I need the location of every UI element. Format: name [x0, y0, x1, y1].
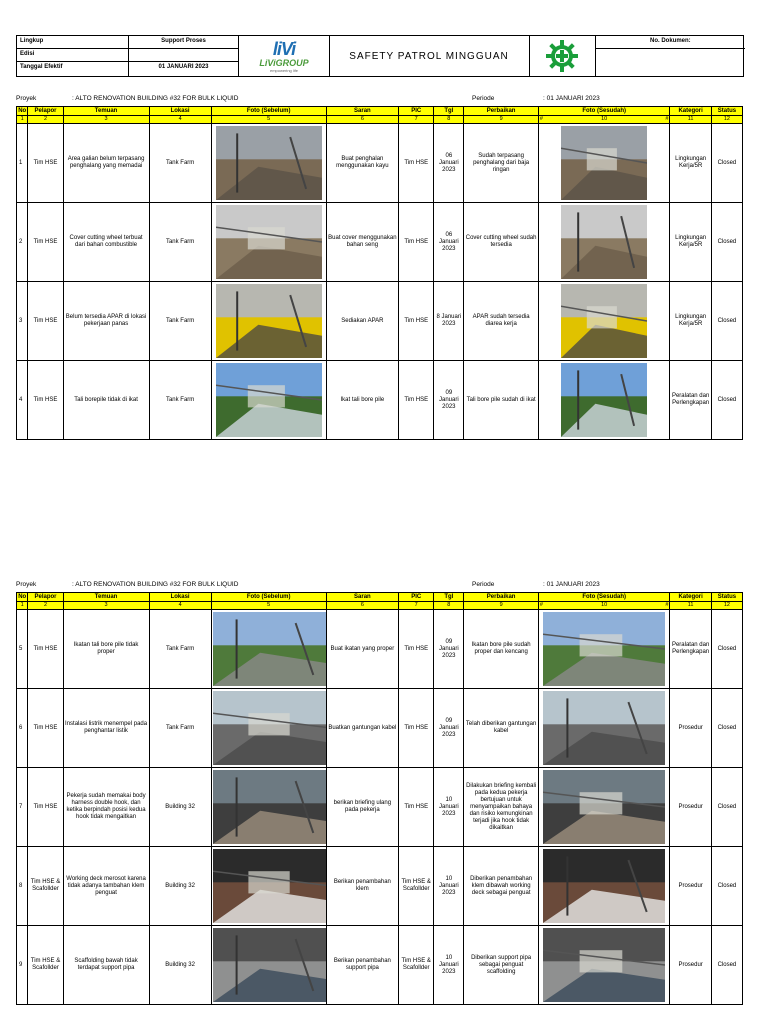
cell-temuan: Scaffolding bawah tidak terdapat support pipa: [63, 926, 149, 1005]
cell-kategori: Prosedur: [670, 689, 711, 768]
patrol-table-2: [16, 592, 743, 1005]
cell-pelapor: Tim HSE: [28, 282, 63, 361]
project-value: : ALTO RENOVATION BUILDING #32 FOR BULK LIQUID: [72, 581, 239, 588]
cell-perbaikan: Cover cutting wheel sudah tersedia: [464, 203, 539, 282]
cell-saran: Buat penghalan menggunakan kayu: [326, 124, 398, 203]
cell-tgl: 8 Januari 2023: [434, 282, 464, 361]
project-label: Proyek: [16, 95, 37, 102]
cell-temuan: Cover cutting wheel terbuat dari bahan combustible: [63, 203, 149, 282]
lingkup-value: Support Proses: [129, 36, 239, 49]
cell-status: Closed: [711, 203, 742, 282]
cell-status: Closed: [711, 610, 742, 689]
cell-tgl: 10 Januari 2023: [434, 768, 464, 847]
cell-foto-sebelum: [211, 689, 326, 768]
number-mark: #: [539, 116, 543, 122]
column-number: 2: [28, 602, 63, 610]
edisi-label: Edisi: [17, 49, 129, 62]
tanggal-efektif-label: Tanggal Efektif: [17, 62, 129, 76]
photo-after-4: [561, 363, 647, 437]
cell-foto-sebelum: [211, 203, 326, 282]
column-number: 10 # #: [539, 116, 669, 122]
column-number: 1: [17, 602, 28, 610]
column-header-status: Status: [711, 107, 742, 116]
cell-tgl: 10 Januari 2023: [434, 847, 464, 926]
column-header-tgl: Tgl: [434, 107, 464, 116]
cell-saran: Berikan penambahan support pipa: [326, 926, 398, 1005]
cell-pic: Tim HSE: [399, 610, 434, 689]
column-header-pic: PIC: [399, 107, 434, 116]
table-row: [17, 361, 743, 440]
document-number-label: No. Dokumen:: [595, 36, 745, 49]
column-number: 6: [326, 116, 398, 124]
photo-before-6: [213, 691, 326, 765]
cell-kategori: Prosedur: [670, 926, 711, 1005]
cell-perbaikan: Telah diberikan gantungan kabel: [464, 689, 539, 768]
column-number: 5: [211, 602, 326, 610]
cell-kategori: Lingkungan Kerja/5R: [670, 124, 711, 203]
column-header-lokasi: Lokasi: [149, 593, 211, 602]
column-number: 1: [17, 116, 28, 124]
column-header-foto-sesudah: Foto (Sesudah): [538, 107, 670, 116]
cell-status: Closed: [711, 689, 742, 768]
column-number: 3: [63, 602, 149, 610]
document-header: [16, 35, 744, 77]
cell-foto-sesudah: [538, 847, 670, 926]
column-number: 7: [399, 602, 434, 610]
column-header-perbaikan: Perbaikan: [464, 107, 539, 116]
cell-foto-sesudah: [538, 203, 670, 282]
cell-lokasi: Building 32: [149, 768, 211, 847]
column-header-lokasi: Lokasi: [149, 107, 211, 116]
column-number: 6: [326, 602, 398, 610]
cell-temuan: Working deck merosot karena tidak adanya tambahan klem penguat: [63, 847, 149, 926]
column-number: 11: [670, 602, 711, 610]
k3-logo: [529, 36, 596, 76]
cell-temuan: Ikatan tali bore pile tidak proper: [63, 610, 149, 689]
cell-lokasi: Tank Farm: [149, 282, 211, 361]
column-number: 3: [63, 116, 149, 124]
table-row: [17, 610, 743, 689]
cell-no: 3: [17, 282, 28, 361]
photo-after-7: [543, 770, 665, 844]
table-row: [17, 282, 743, 361]
photo-before-1: [216, 126, 322, 200]
cell-pelapor: Tim HSE: [28, 689, 63, 768]
cell-pelapor: Tim HSE & Scafollder: [28, 847, 63, 926]
column-number: 8: [434, 116, 464, 124]
cell-foto-sesudah: [538, 768, 670, 847]
photo-before-4: [216, 363, 322, 437]
cell-lokasi: Tank Farm: [149, 203, 211, 282]
cell-tgl: 06 Januari 2023: [434, 124, 464, 203]
cell-saran: Buatkan gantungan kabel: [326, 689, 398, 768]
cell-no: 2: [17, 203, 28, 282]
cell-pic: Tim HSE: [399, 203, 434, 282]
logo-group: LiViGROUP: [259, 57, 309, 68]
cell-perbaikan: APAR sudah tersedia diarea kerja: [464, 282, 539, 361]
photo-before-8: [213, 849, 326, 923]
photo-before-7: [213, 770, 326, 844]
tanggal-efektif-value: 01 JANUARI 2023: [129, 62, 239, 76]
cell-kategori: Lingkungan Kerja/5R: [670, 282, 711, 361]
photo-before-5: [213, 612, 326, 686]
cell-pic: Tim HSE: [399, 282, 434, 361]
cell-perbaikan: Dilakukan briefing kembali pada kedua pekerja bertujuan untuk menyampaikan bahaya dan risiko kemungkinan terjadi jika hook tidak dikaitkan: [464, 768, 539, 847]
cell-foto-sebelum: [211, 768, 326, 847]
cell-foto-sesudah: [538, 610, 670, 689]
project-value: : ALTO RENOVATION BUILDING #32 FOR BULK LIQUID: [72, 95, 239, 102]
cell-pelapor: Tim HSE & Scafollder: [28, 926, 63, 1005]
cell-pelapor: Tim HSE: [28, 361, 63, 440]
cell-tgl: 09 Januari 2023: [434, 689, 464, 768]
column-header-no: No: [18, 594, 27, 600]
column-header-pelapor: Pelapor: [28, 593, 63, 602]
column-number: 4: [149, 602, 211, 610]
number-mark: #: [665, 116, 669, 122]
column-header-kategori: Kategori: [670, 107, 711, 116]
cell-kategori: Peralatan dan Perlengkapan: [670, 610, 711, 689]
number-mark: #: [665, 602, 669, 608]
cell-no: 9: [17, 926, 28, 1005]
photo-after-3: [561, 284, 647, 358]
cell-temuan: Tali borepile tidak di ikat: [63, 361, 149, 440]
column-number: 10 # #: [539, 602, 669, 608]
period-label: Periode: [472, 581, 495, 588]
column-header-foto-sesudah: Foto (Sesudah): [538, 593, 670, 602]
table-header-row: [17, 593, 743, 602]
lingkup-label: Lingkup: [17, 36, 129, 49]
column-header-saran: Saran: [326, 107, 398, 116]
column-number: 12: [711, 602, 742, 610]
cell-temuan: Pekerja sudah memakai body harness double hook, dan ketika berpindah posisi kedua hook tidak mengaitkan: [63, 768, 149, 847]
cell-no: 5: [17, 610, 28, 689]
cell-status: Closed: [711, 847, 742, 926]
table-header-row: [17, 107, 743, 116]
cell-lokasi: Building 32: [149, 926, 211, 1005]
cell-status: Closed: [711, 282, 742, 361]
table-row: [17, 689, 743, 768]
cell-pic: Tim HSE: [399, 689, 434, 768]
cell-foto-sesudah: [538, 926, 670, 1005]
table-row: [17, 203, 743, 282]
cell-pelapor: Tim HSE: [28, 203, 63, 282]
column-number: 11: [670, 116, 711, 124]
cell-status: Closed: [711, 768, 742, 847]
cell-pelapor: Tim HSE: [28, 124, 63, 203]
cell-no: 7: [17, 768, 28, 847]
cell-foto-sesudah: [538, 124, 670, 203]
column-header-perbaikan: Perbaikan: [464, 593, 539, 602]
cell-status: Closed: [711, 124, 742, 203]
logo-mark: liVi: [272, 38, 296, 59]
cell-lokasi: Tank Farm: [149, 610, 211, 689]
column-header-status: Status: [711, 593, 742, 602]
photo-after-1: [561, 126, 647, 200]
cell-perbaikan: Diberikan support pipa sebagai penguat scaffolding: [464, 926, 539, 1005]
column-number: 2: [28, 116, 63, 124]
period-value: : 01 JANUARI 2023: [543, 95, 600, 102]
column-header-kategori: Kategori: [670, 593, 711, 602]
photo-after-5: [543, 612, 665, 686]
column-header-saran: Saran: [326, 593, 398, 602]
cell-saran: Sediakan APAR: [326, 282, 398, 361]
table-row: [17, 847, 743, 926]
cell-foto-sesudah: [538, 361, 670, 440]
cell-pic: Tim HSE & Scafollder: [399, 926, 434, 1005]
cell-lokasi: Tank Farm: [149, 361, 211, 440]
cell-saran: berikan briefing ulang pada pekerja: [326, 768, 398, 847]
cell-foto-sesudah: [538, 689, 670, 768]
cell-perbaikan: Diberikan penambahan klem dibawah working deck sebagai penguat: [464, 847, 539, 926]
cell-tgl: 09 Januari 2023: [434, 361, 464, 440]
cell-no: 4: [17, 361, 28, 440]
column-header-temuan: Temuan: [63, 107, 149, 116]
column-header-tgl: Tgl: [434, 593, 464, 602]
cell-lokasi: Tank Farm: [149, 124, 211, 203]
cell-tgl: 09 Januari 2023: [434, 610, 464, 689]
cell-saran: Ikat tali bore pile: [326, 361, 398, 440]
patrol-table-1: [16, 106, 743, 440]
cell-pic: Tim HSE & Scafollder: [399, 847, 434, 926]
cell-perbaikan: Sudah terpasang penghalang dari baja ringan: [464, 124, 539, 203]
column-header-foto-sebelum: Foto (Sebelum): [211, 107, 326, 116]
cell-saran: Buat cover menggunakan bahan seng: [326, 203, 398, 282]
column-header-temuan: Temuan: [63, 593, 149, 602]
column-number: 5: [211, 116, 326, 124]
edisi-value: [129, 49, 239, 62]
period-value: : 01 JANUARI 2023: [543, 581, 600, 588]
cell-foto-sebelum: [211, 847, 326, 926]
cell-kategori: Peralatan dan Perlengkapan: [670, 361, 711, 440]
cell-perbaikan: Tali bore pile sudah di ikat: [464, 361, 539, 440]
period-label: Periode: [472, 95, 495, 102]
cell-lokasi: Tank Farm: [149, 689, 211, 768]
photo-before-9: [213, 928, 326, 1002]
cell-foto-sesudah: [538, 282, 670, 361]
photo-before-3: [216, 284, 322, 358]
cell-pelapor: Tim HSE: [28, 768, 63, 847]
cell-foto-sebelum: [211, 926, 326, 1005]
cell-saran: Buat ikatan yang proper: [326, 610, 398, 689]
logo-tagline: empowering life: [269, 67, 298, 73]
photo-before-2: [216, 205, 322, 279]
table-row: [17, 768, 743, 847]
cell-lokasi: Building 32: [149, 847, 211, 926]
cell-status: Closed: [711, 361, 742, 440]
number-mark: #: [539, 602, 543, 608]
k3-cross-gear-icon: [545, 39, 579, 73]
column-number: 8: [434, 602, 464, 610]
photo-after-2: [561, 205, 647, 279]
column-number: 4: [149, 116, 211, 124]
column-number-row: [17, 602, 743, 610]
cell-pic: Tim HSE: [399, 124, 434, 203]
company-logo: [239, 36, 330, 76]
column-header-foto-sebelum: Foto (Sebelum): [211, 593, 326, 602]
cell-kategori: Prosedur: [670, 847, 711, 926]
cell-temuan: Instalasi listrik menempel pada penghantar listik: [63, 689, 149, 768]
cell-no: 1: [17, 124, 28, 203]
column-number: 12: [711, 116, 742, 124]
cell-no: 6: [17, 689, 28, 768]
cell-temuan: Area galian belum terpasang penghalang yang memadai: [63, 124, 149, 203]
cell-kategori: Lingkungan Kerja/5R: [670, 203, 711, 282]
photo-after-8: [543, 849, 665, 923]
cell-foto-sebelum: [211, 124, 326, 203]
cell-tgl: 10 Januari 2023: [434, 926, 464, 1005]
column-header-pic: PIC: [399, 593, 434, 602]
cell-foto-sebelum: [211, 361, 326, 440]
column-number: 9: [464, 116, 539, 124]
cell-foto-sebelum: [211, 610, 326, 689]
project-label: Proyek: [16, 581, 37, 588]
photo-after-6: [543, 691, 665, 765]
document-title: SAFETY PATROL MINGGUAN: [329, 36, 530, 76]
cell-pic: Tim HSE: [399, 768, 434, 847]
cell-temuan: Belum tersedia APAR di lokasi pekerjaan panas: [63, 282, 149, 361]
photo-after-9: [543, 928, 665, 1002]
column-number: 9: [464, 602, 539, 610]
column-number-row: [17, 116, 743, 124]
cell-saran: Berikan penambahan klem: [326, 847, 398, 926]
cell-no: 8: [17, 847, 28, 926]
cell-kategori: Prosedur: [670, 768, 711, 847]
cell-status: Closed: [711, 926, 742, 1005]
cell-foto-sebelum: [211, 282, 326, 361]
column-number: 7: [399, 116, 434, 124]
column-header-pelapor: Pelapor: [28, 107, 63, 116]
column-header-no: No: [18, 108, 27, 114]
cell-pelapor: Tim HSE: [28, 610, 63, 689]
cell-perbaikan: Ikatan bore pile sudah proper dan kencang: [464, 610, 539, 689]
cell-pic: Tim HSE: [399, 361, 434, 440]
cell-tgl: 06 Januari 2023: [434, 203, 464, 282]
table-row: [17, 124, 743, 203]
table-row: [17, 926, 743, 1005]
